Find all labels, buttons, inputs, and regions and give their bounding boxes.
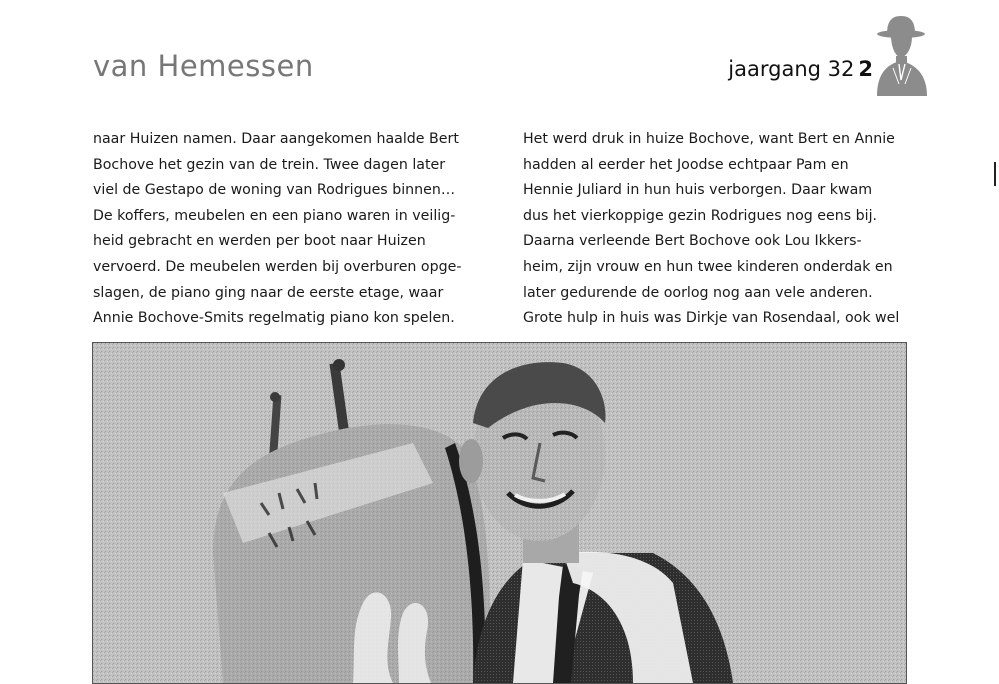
silhouette-man-hat-icon	[871, 14, 931, 96]
text-line: viel de Gestapo de woning van Rodrigues binnen…	[93, 182, 456, 199]
text-line: hadden al eerder het Joodse echtpaar Pam en	[523, 156, 849, 173]
page-number: 2	[858, 57, 873, 81]
text-line: De koffers, meubelen en een piano waren in veilig-	[93, 207, 456, 224]
issue-volume: jaargang 32	[728, 57, 855, 81]
page-edge-mark	[994, 162, 996, 186]
text-line: later gedurende de oorlog nog aan vele anderen.	[523, 284, 873, 301]
text-line: slagen, de piano ging naar de eerste etage, waar	[93, 284, 444, 301]
text-line: Het werd druk in huize Bochove, want Bert en Annie	[523, 131, 895, 147]
article-photo	[92, 342, 907, 684]
article-column-left	[93, 127, 485, 332]
text-line: heim, zijn vrouw en hun twee kinderen onderdak en	[523, 258, 893, 275]
text-line: Grote hulp in huis was Dirkje van Rosendaal, ook wel	[523, 310, 900, 327]
text-line: naar Huizen namen. Daar aangekomen haalde Bert	[93, 131, 459, 147]
text-line: Bochove het gezin van de trein. Twee dagen later	[93, 156, 446, 173]
text-line: heid gebracht en werden per boot naar Huizen	[93, 233, 426, 250]
issue-label	[728, 57, 873, 81]
text-line: vervoerd. De meubelen werden bij overburen opge-	[93, 258, 462, 275]
newspaper-photo-man-with-torah-scroll	[93, 343, 906, 683]
page-header-title: van Hemessen	[93, 49, 314, 83]
text-line: Daarna verleende Bert Bochove ook Lou Ikkers-	[523, 233, 862, 250]
text-line: dus het vierkoppige gezin Rodrigues nog eens bij.	[523, 207, 878, 224]
text-line: Annie Bochove-Smits regelmatig piano kon spelen.	[93, 310, 455, 327]
text-line: Hennie Juliard in hun huis verborgen. Daar kwam	[523, 182, 873, 199]
article-column-right	[523, 127, 915, 332]
